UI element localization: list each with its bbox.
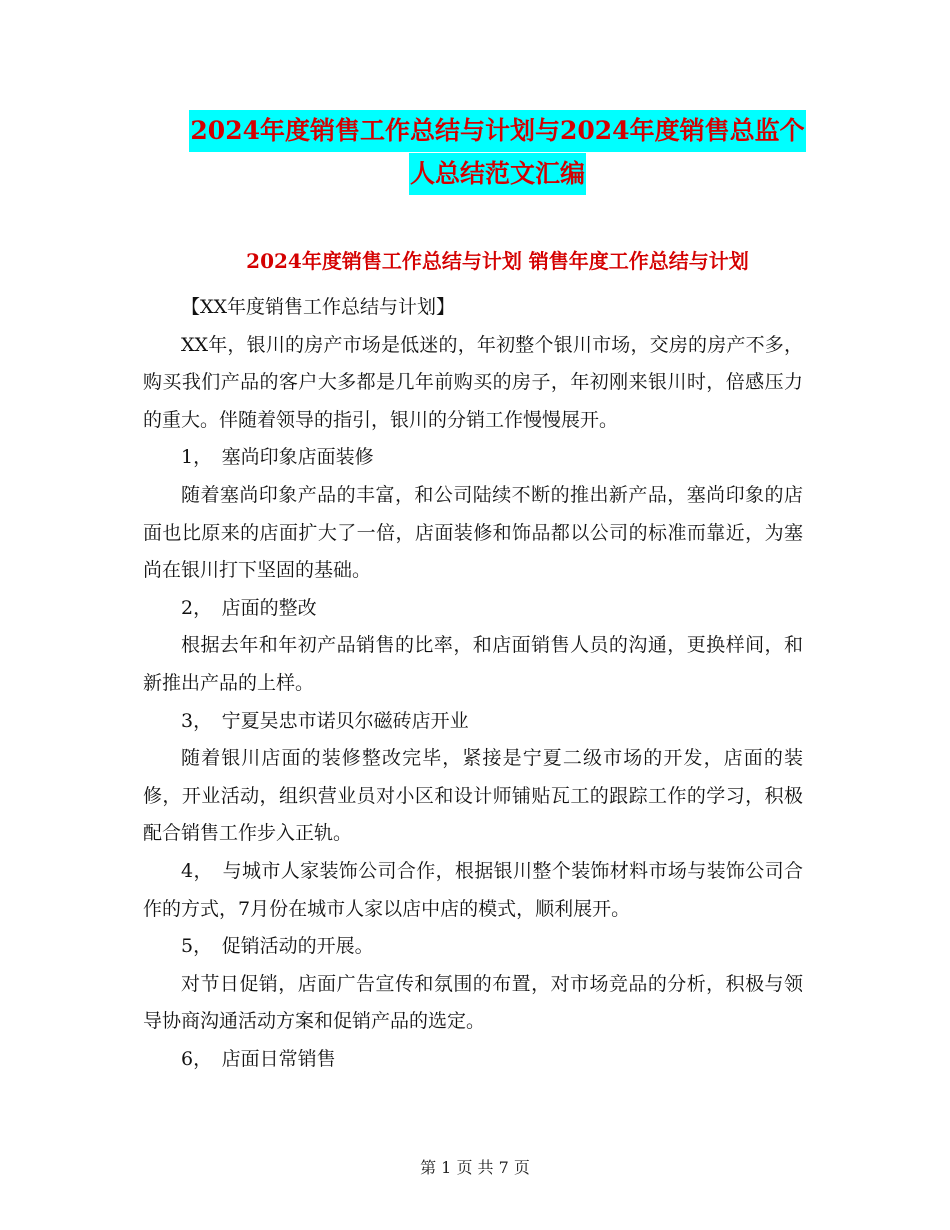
paragraph: 【XX年度销售工作总结与计划】 — [181, 296, 456, 318]
paragraph: 随着银川店面的装修整改完毕，紧接是宁夏二级市场的开发，店面的装修，开业活动，组织营业员对小区和设计师铺贴瓦工的跟踪工作的学习，积极配合销售工作步入正轨。 — [143, 747, 803, 845]
document-title-line-1 — [140, 118, 855, 143]
paragraph: 对节日促销，店面广告宣传和氛围的布置，对市场竞品的分析，积极与领导协商沟通活动方案和促销产品的选定。 — [143, 972, 803, 1033]
paragraph: XX年，银川的房产市场是低迷的，年初整个银川市场，交房的房产不多，购买我们产品的客户大多都是几年前购买的房子，年初刚来银川时，倍感压力的重大。伴随着领导的指引，银川的分销工作慢慢展开。 — [143, 333, 803, 431]
list-heading: 6， 店面日常销售 — [181, 1047, 336, 1070]
document-body — [143, 289, 803, 1078]
list-heading: 1， 塞尚印象店面装修 — [181, 446, 374, 469]
title-highlight: 人总结范文汇编 — [409, 153, 586, 195]
list-heading: 5， 促销活动的开展。 — [181, 935, 374, 958]
list-heading: 3， 宁夏吴忠市诺贝尔磁砖店开业 — [181, 709, 469, 732]
list-heading: 2， 店面的整改 — [181, 596, 317, 619]
paragraph: 根据去年和年初产品销售的比率，和店面销售人员的沟通，更换样间，和新推出产品的上样。 — [143, 634, 803, 694]
list-heading: 4， 与城市人家装饰公司合作，根据银川整个装饰材料市场与装饰公司合作的方式，7月份在城市人家以店中店的模式，顺利展开。 — [143, 859, 803, 920]
title-highlight: 2024年度销售工作总结与计划与2024年度销售总监个 — [189, 110, 805, 152]
page-number: 第 1 页 共 7 页 — [420, 1158, 530, 1177]
paragraph: 随着塞尚印象产品的丰富，和公司陆续不断的推出新产品，塞尚印象的店面也比原来的店面扩大了一倍，店面装修和饰品都以公司的标准而靠近，为塞尚在银川打下坚固的基础。 — [143, 483, 803, 582]
document-title-line-2 — [140, 161, 855, 186]
section-title: 2024年度销售工作总结与计划 销售年度工作总结与计划 — [246, 249, 749, 273]
